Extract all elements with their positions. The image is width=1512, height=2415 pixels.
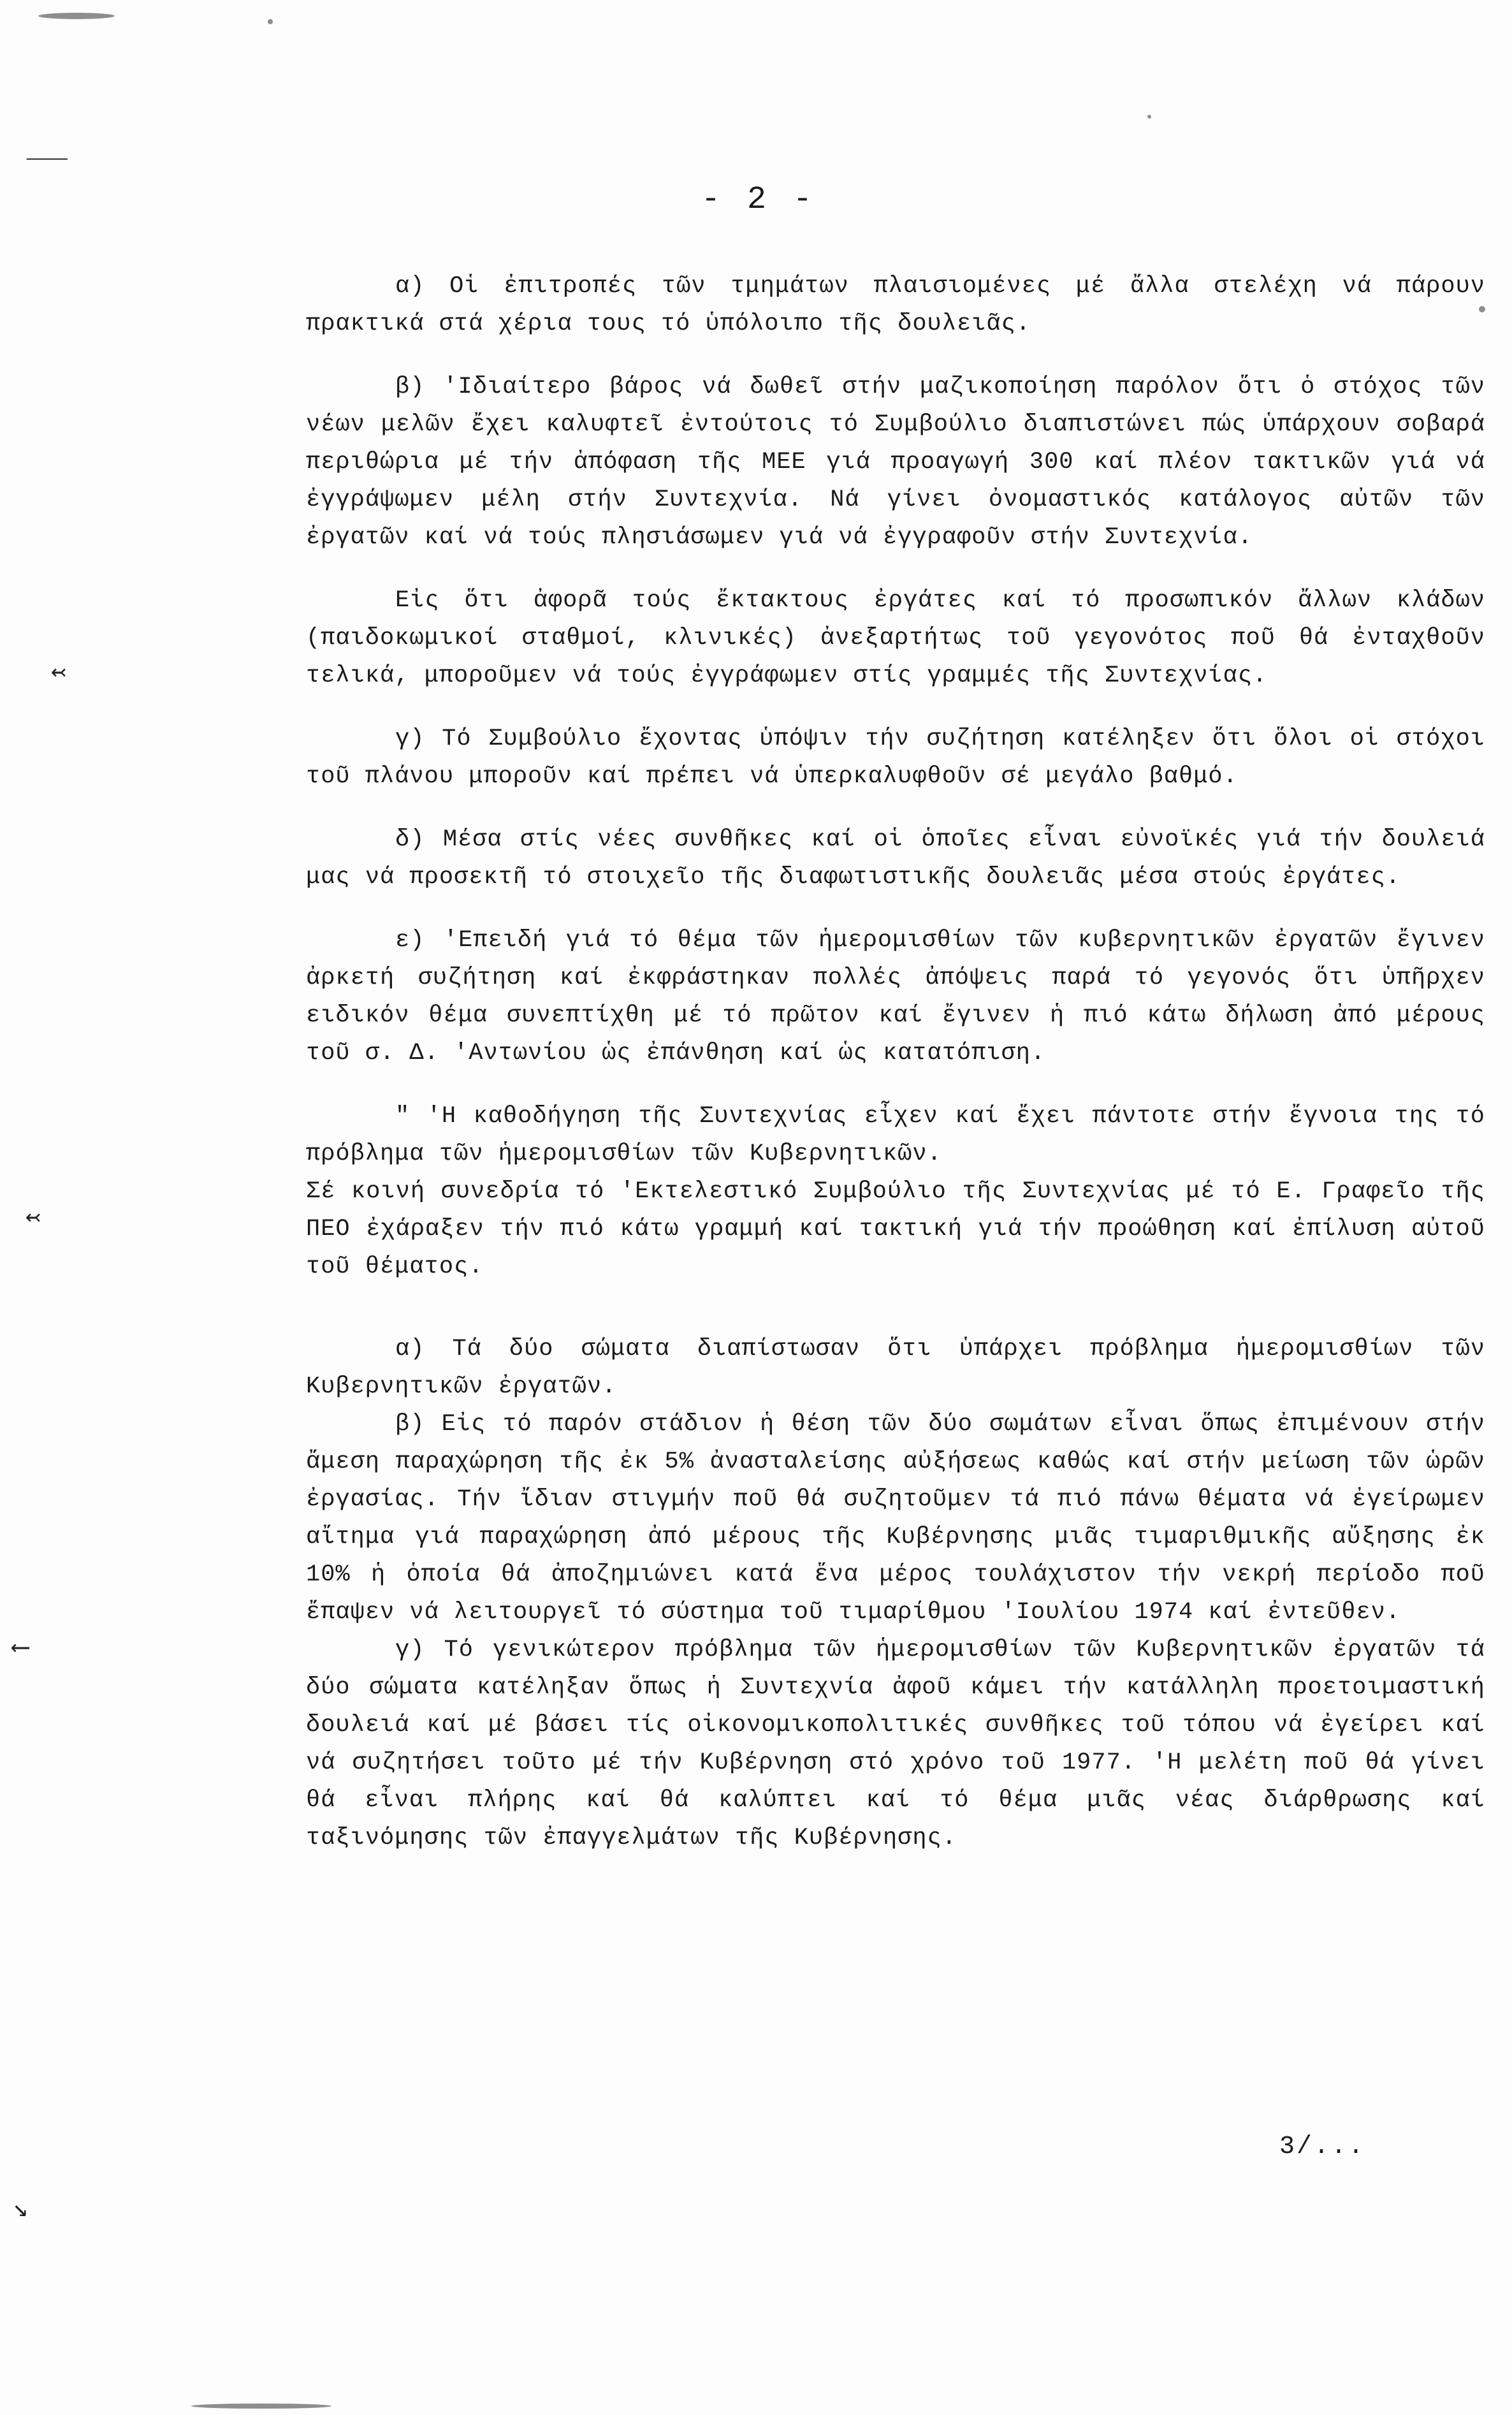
paragraph-epsilon-wages: ε) 'Επειδή γιά τό θέμα τῶν ἡμερομισθίων τῶν κυβερνητικῶν ἐργατῶν ἔγινεν ἀρκετή συζήτηση καί ἐκφράστηκαν πολλές ἀπόψεις παρά τό γεγονός ὅτι ὑπῆρχεν ειδικόν θέμα συνεπτίχθη μέ τό πρῶτον καί ἔγινεν ἡ πιό κάτω δήλωση ἀπό μέρους τοῦ σ. Δ. 'Αντωνίου ὡς ἐπάνθηση καί ὡς κατατόπιση.	[306, 927, 1485, 1067]
continuation-marker: 3/...	[1279, 2133, 1365, 2161]
margin-tick-mark: ↢	[25, 1204, 41, 1233]
paragraph-alpha-committees: α) Οἱ ἐπιτροπές τῶν τμημάτων πλαισιομένες μέ ἄλλα στελέχη νά πάρουν πρακτικά στά χέρια τους τό ὑπόλοιπο τῆς δουλειᾶς.	[306, 273, 1485, 337]
paragraph-beta-membership: β) 'Ιδιαίτερο βάρος νά δωθεῖ στήν μαζικοποίηση παρόλον ὅτι ὁ στόχος τῶν νέων μελῶν ἔχει καλυφτεῖ ἐντούτοις τό Συμβούλιο διαπιστώνει πώς ὑπάρχουν σοβαρά περιθώρια μέ τήν ἀπόφαση τῆς ΜΕΕ γιά προαγωγή 300 καί πλέον τακτικῶν γιά νά ἐγγράψωμεν μέλη στήν Συντεχνία. Νά γίνει ὀνομαστικός κατάλογος αὐτῶν τῶν ἐργατῶν καί νά τούς πλησιάσωμεν γιά νά ἐγγραφοῦν στήν Συντεχνία.	[306, 374, 1485, 551]
quote-lead: " 'Η καθοδήγηση τῆς Συντεχνίας εἶχεν καί ἔχει πάντοτε στήν ἔγνοια της τό πρόβλημα τῶν ἡμερομισθίων τῶν Κυβερνητικῶν.	[306, 1103, 1485, 1167]
paragraph-gamma-plan-targets: γ) Τό Συμβούλιο ἔχοντας ὑπόψιν τήν συζήτηση κατέληξεν ὅτι ὅλοι οἱ στόχοι τοῦ πλάνου μποροῦν καί πρέπει νά ὑπερκαλυφθοῦν σέ μεγάλο βαθμό.	[306, 726, 1485, 790]
scan-speck	[1147, 115, 1151, 119]
margin-tick-mark: ↘	[13, 2196, 29, 2224]
margin-tick-mark: ⸺	[25, 145, 69, 174]
margin-tick-mark: ⟵	[13, 1635, 29, 1663]
scan-speck	[38, 13, 115, 19]
quote-body: Σέ κοινή συνεδρία τό 'Εκτελεστικό Συμβούλιο τῆς Συντεχνίας μέ τό Ε. Γραφεῖο τῆς ΠΕΟ ἐχάραξεν τήν πιό κάτω γραμμή καί τακτική γιά τήν προώθηση καί ἐπίλυση αὐτοῦ τοῦ θέματος.	[306, 1178, 1485, 1280]
scan-speck	[191, 2404, 331, 2409]
page-number: - 2 -	[701, 182, 817, 218]
point-alpha-problem: α) Τά δύο σώματα διαπίστωσαν ὅτι ὑπάρχει πρόβλημα ἡμερομισθίων τῶν Κυβερνητικῶν ἐργατῶν.	[306, 1336, 1485, 1400]
point-gamma-general-problem: γ) Τό γενικώτερον πρόβλημα τῶν ἡμερομισθίων τῶν Κυβερνητικῶν ἐργατῶν τά δύο σώματα κατέληξαν ὅπως ἡ Συντεχνία ἀφοῦ κάμει τήν κατάλληλη προετοιμαστική δουλειά καί μέ βάσει τίς οἰκονομικοπολιτικές συνθῆκες τοῦ τόπου νά ἐγείρει καί νά συζητήσει τοῦτο μέ τήν Κυβέρνηση στό χρόνο τοῦ 1977. 'Η μελέτη ποῦ θά γίνει θά εἶναι πλήρης καί θά καλύπτει καί τό θέμα μιᾶς νέας διάρθρωσης καί ταξινόμησης τῶν ἐπαγγελμάτων τῆς Κυβέρνησης.	[306, 1637, 1485, 1851]
point-beta-demands: β) Εἰς τό παρόν στάδιον ἡ θέση τῶν δύο σωμάτων εἶναι ὅπως ἐπιμένουν στήν ἄμεση παραχώρηση τῆς ἐκ 5% ἀνασταλείσης αὐξήσεως καθώς καί στήν μείωση τῶν ὡρῶν ἐργασίας. Τήν ἴδιαν στιγμήν ποῦ θά συζητοῦμεν τά πιό πάνω θέματα νά ἐγείρωμεν αἴτημα γιά παραχώρηση ἀπό μέρους τῆς Κυβέρνησης μιᾶς τιμαριθμικῆς αὔξησης ἐκ 10% ἡ ὁποία θά ἀποζημιώνει κατά ἕνα μέρος τουλάχιστον τήν νεκρή περίοδο ποῦ ἔπαψεν νά λειτουργεῖ τό σύστημα τοῦ τιμαρίθμου 'Ιουλίου 1974 καί ἐντεῦθεν.	[306, 1411, 1485, 1626]
paragraph-delta-enlightenment: δ) Μέσα στίς νέες συνθῆκες καί οἱ ὁποῖες εἶναι εὐνοϊκές γιά τήν δουλειά μας νά προσεκτῆ τό στοιχεῖο τῆς διαφωτιστικῆς δουλειᾶς μέσα στούς ἐργάτες.	[306, 826, 1485, 891]
document-body	[306, 268, 1485, 1883]
scan-speck	[268, 19, 273, 24]
paragraph-temporary-workers: Εἰς ὅτι ἀφορᾶ τούς ἔκτακτους ἐργάτες καί τό προσωπικόν ἄλλων κλάδων (παιδοκωμικοί σταθμοί, κλινικές) ἀνεξαρτήτως τοῦ γεγονότος ποῦ θά ἐνταχθοῦν τελικά, μποροῦμεν νά τούς ἐγγράφωμεν στίς γραμμές τῆς Συντεχνίας.	[306, 587, 1485, 689]
margin-tick-mark: ↢	[51, 659, 67, 688]
